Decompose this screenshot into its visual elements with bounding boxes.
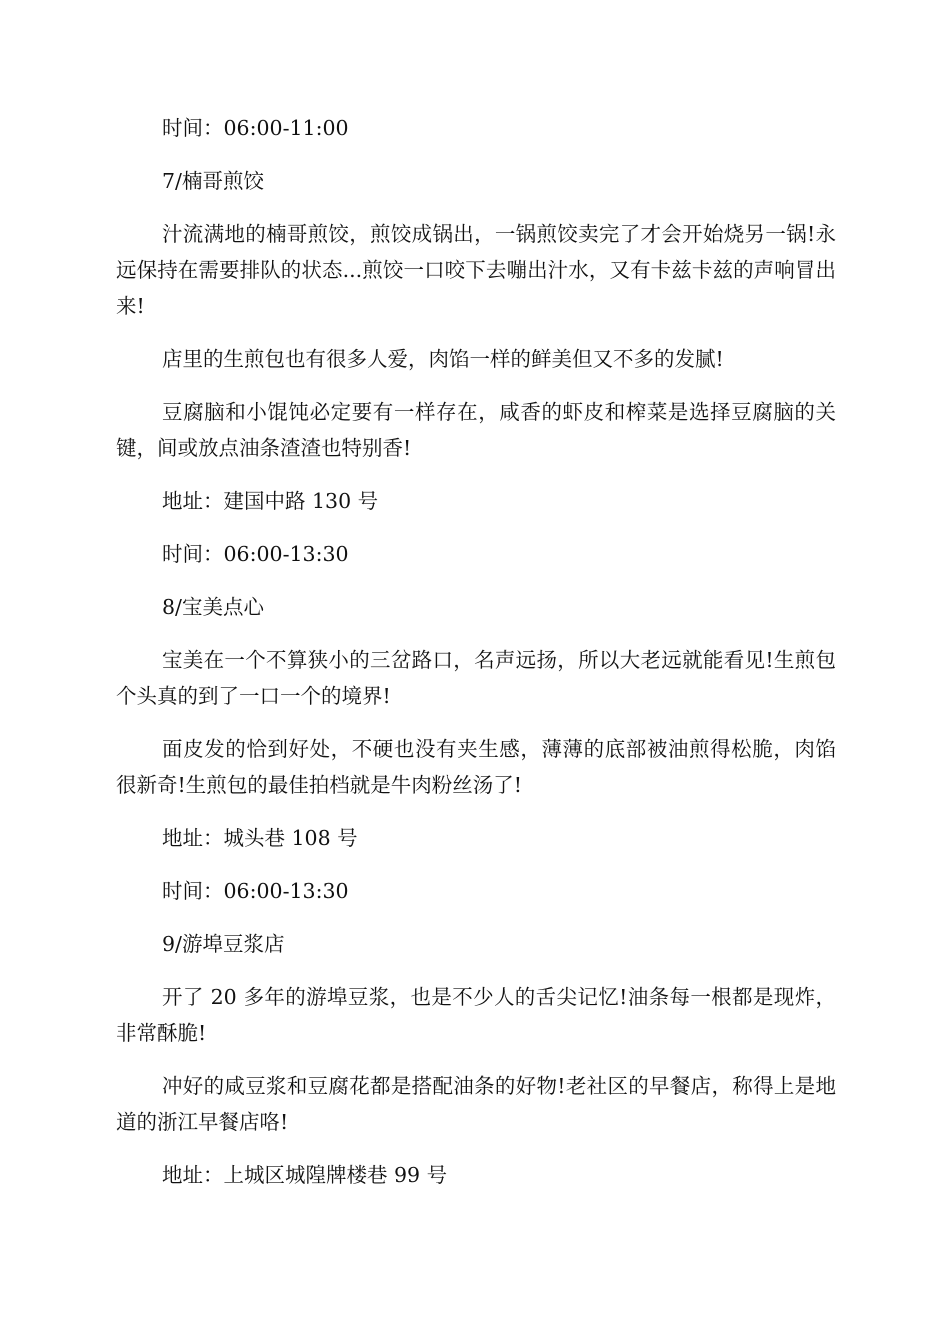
body-paragraph: 面皮发的恰到好处，不硬也没有夹生感，薄薄的底部被油煎得松脆，肉馅很新奇!生煎包的最佳拍档就是牛肉粉丝汤了! <box>116 737 836 797</box>
body-paragraph: 豆腐脑和小馄饨必定要有一样存在，咸香的虾皮和榨菜是选择豆腐脑的关键，间或放点油条渣渣也特别香! <box>116 400 836 460</box>
hours-line-1: 时间：06:00-11:00 <box>162 116 349 140</box>
document-body <box>116 110 836 1210</box>
address-line-9: 地址：上城区城隍牌楼巷 99 号 <box>162 1163 448 1187</box>
hours-line-8: 时间：06:00-13:30 <box>162 879 349 903</box>
body-paragraph: 汁流满地的楠哥煎饺，煎饺成锅出，一锅煎饺卖完了才会开始烧另一锅!永远保持在需要排队的状态...煎饺一口咬下去嘣出汁水，又有卡兹卡兹的声响冒出来! <box>116 222 836 318</box>
hours-line-7: 时间：06:00-13:30 <box>162 542 349 566</box>
body-paragraph: 店里的生煎包也有很多人爱，肉馅一样的鲜美但又不多的发腻! <box>162 347 724 371</box>
section-title-9: 9/游埠豆浆店 <box>162 932 285 956</box>
address-line-8: 地址：城头巷 108 号 <box>162 826 358 850</box>
section-title-8: 8/宝美点心 <box>162 595 264 619</box>
body-paragraph: 冲好的咸豆浆和豆腐花都是搭配油条的好物!老社区的早餐店，称得上是地道的浙江早餐店咯! <box>116 1074 836 1134</box>
body-paragraph: 宝美在一个不算狭小的三岔路口，名声远扬，所以大老远就能看见!生煎包个头真的到了一口一个的境界! <box>116 648 836 708</box>
section-title-7: 7/楠哥煎饺 <box>162 169 264 193</box>
body-paragraph: 开了 20 多年的游埠豆浆，也是不少人的舌尖记忆!油条每一根都是现炸，非常酥脆! <box>116 985 836 1045</box>
address-line-7: 地址：建国中路 130 号 <box>162 489 379 513</box>
